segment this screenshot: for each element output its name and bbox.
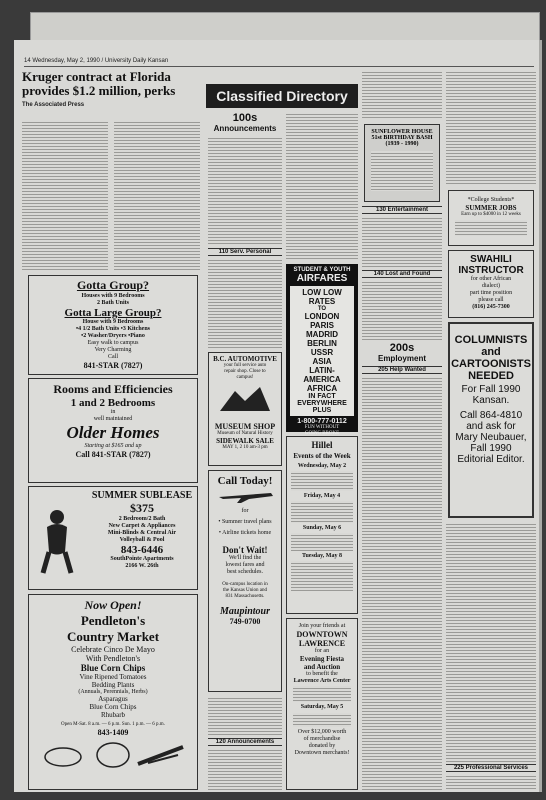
pendleton-line-7: Vine Ripened Tomatoes: [79, 673, 147, 681]
airfares-line-14: AFRICA: [306, 384, 338, 393]
gotta-group-line-6: Easy walk to campus: [87, 340, 139, 346]
pendleton-market-ad: [28, 594, 198, 790]
columnists-line-1: COLUMNISTS: [454, 334, 528, 346]
announcements-listings: [208, 136, 282, 246]
pendleton-line-11: Blue Corn Chips: [89, 703, 137, 711]
pendleton-line-6: Blue Corn Chips: [80, 663, 146, 673]
birthday-line-3: (1939 - 1990): [385, 141, 419, 147]
swahili-line-4: dialect): [482, 283, 500, 289]
summer-sublease-phone: 843-6446: [120, 544, 164, 556]
call-today-line-10: 831 Massachusetts.: [225, 594, 265, 599]
summer-sublease-line-5: SouthPointe Apartments: [110, 556, 174, 562]
announcements-listings-bottom: [208, 748, 282, 790]
gotta-group-line-2: 2 Bath Units: [96, 300, 129, 306]
pendleton-hours: Open M-Sat. 8 a.m. — 6 p.m. Sun. 1 p.m. — 6 p.m.: [61, 722, 165, 727]
call-today-title: Call Today!: [217, 475, 273, 487]
summer-sublease-price: $375: [130, 501, 154, 515]
older-homes-line-2: in: [110, 409, 116, 415]
article-byline: The Associated Press: [22, 102, 85, 108]
museum-bird-illustration-icon: [215, 383, 275, 417]
columnists-line-10: Fall 1990: [470, 443, 512, 454]
employment-section-number: 200s: [389, 342, 415, 354]
columnists-line-8: and ask for: [466, 421, 516, 432]
hillel-sunday-details: [291, 533, 353, 551]
summer-sublease-title: SUMMER SUBLEASE: [91, 490, 193, 501]
gotta-group-line-5: •2 Washer/Dryers •Piano: [81, 333, 145, 339]
swahili-line-5: part time position: [469, 290, 513, 296]
gotta-group-line-4: •4 1/2 Bath Units •3 Kitchens: [75, 326, 151, 332]
airfares-line-6: LONDON: [304, 312, 340, 321]
downtown-line-2: DOWNTOWN: [296, 630, 348, 639]
downtown-lawrence-fiesta-ad: [286, 618, 358, 790]
summer-sublease-line-1: 2 Bedroom/2 Bath: [118, 516, 166, 522]
airfares-line-8: MADRID: [306, 330, 338, 339]
swahili-line-7: (816) 245-7300: [472, 304, 510, 310]
classified-listings-column-c-top: [362, 70, 442, 120]
article-header: [22, 69, 176, 108]
employment-section-label: Employment: [377, 354, 426, 363]
columnists-line-5: For Fall 1990: [461, 384, 521, 395]
pendleton-line-5: With Pendleton's: [85, 654, 141, 663]
birthday-line-1: SUNFLOWER HOUSE: [371, 129, 433, 135]
airfares-line-5: TO: [317, 306, 327, 312]
call-today-line-2: • Summer travel plans: [218, 519, 272, 525]
airfares-line-19: GOING BROKE: [304, 431, 340, 436]
museum-sale-dates: MAY 1, 2 10 am-3 pm: [222, 445, 268, 450]
gotta-group-line-3: House with 9 Bedrooms: [82, 319, 144, 325]
airfares-line-11: ASIA: [312, 357, 332, 366]
airfares-line-15: IN FACT: [308, 393, 336, 400]
article-body-column-2: [114, 120, 200, 270]
airfares-line-4: RATES: [308, 297, 336, 306]
lost-found-listings: [362, 280, 442, 340]
airfares-line-10: USSR: [310, 348, 334, 357]
masthead: 14 Wednesday, May 2, 1990 / University Daily Kansan: [24, 58, 169, 64]
pendleton-line-1: Now Open!: [84, 598, 142, 612]
airfares-line-3: LOW LOW: [302, 288, 342, 297]
older-homes-line-4: Starting at $165 and up: [84, 443, 142, 449]
airfares-line-17: PLUS: [312, 407, 332, 414]
services-section-header: 110 Serv. Personal: [208, 248, 282, 256]
airplane-icon: [215, 487, 275, 503]
pendleton-phone: 843-1409: [97, 728, 129, 737]
museum-shop-subtitle: Museum of Natural History: [217, 431, 273, 436]
gotta-group-title: Gotta Group?: [76, 278, 150, 292]
downtown-line-5: Evening Fiesta: [299, 655, 345, 663]
pendleton-line-2: Pendleton's: [80, 613, 146, 628]
summer-sublease-line-2: New Carpet & Appliances: [108, 523, 176, 529]
entertainment-section-header: 130 Entertainment: [362, 206, 442, 214]
hillel-friday-details: [291, 501, 353, 523]
museum-shop-title: MUSEUM SHOP: [214, 422, 276, 431]
downtown-line-7: to benefit the: [306, 671, 338, 677]
article-headline: Kruger contract at Florida provides $1.2 million, perks: [22, 69, 176, 98]
gotta-group-phone: 841-STAR (7827): [83, 361, 143, 370]
hillel-line-3: Friday, May 4: [303, 493, 341, 499]
downtown-line-8: Lawrence Arts Center: [293, 678, 351, 684]
announcements-section-label: Announcements: [213, 124, 277, 133]
help-wanted-listings-column-d: [446, 522, 536, 762]
summer-jobs-line-2: SUMMER JOBS: [465, 204, 517, 212]
downtown-line-13: Downtown merchants!: [294, 750, 350, 756]
birthday-details: [371, 151, 433, 191]
downtown-time-details: [293, 713, 351, 727]
downtown-line-6: and Auction: [303, 663, 341, 671]
gotta-group-ad: [28, 275, 198, 375]
pendleton-line-8: Bedding Plants: [91, 681, 135, 689]
call-today-line-8: On-campus location in: [222, 582, 268, 587]
bc-automotive-ad: [208, 352, 282, 466]
hillel-events-ad: [286, 436, 358, 614]
pendleton-line-12: Rhubarb: [100, 711, 126, 719]
summer-jobs-ad: [448, 190, 534, 246]
swahili-instructor-ad: [448, 250, 534, 318]
help-wanted-listings: [362, 376, 442, 790]
summer-jobs-details: [455, 220, 527, 236]
bc-automotive-line-3: campus!: [236, 375, 254, 380]
student-airfares-ad: [286, 264, 358, 436]
older-homes-line-1: 1 and 2 Bedrooms: [70, 397, 156, 409]
older-homes-ad: [28, 378, 198, 483]
columnists-line-9: Mary Neubauer,: [455, 432, 527, 443]
lost-found-section-header: 140 Lost and Found: [362, 270, 442, 278]
downtown-line-9: Saturday, May 5: [300, 704, 344, 710]
airfares-destinations: [290, 286, 354, 416]
classified-listings-column-b: [286, 112, 358, 260]
downtown-line-3: LAWRENCE: [298, 639, 346, 648]
pendleton-line-4: Celebrate Cinco De Mayo: [71, 645, 155, 654]
airfares-line-16: EVERYWHERE: [297, 400, 347, 407]
columnists-line-3: CARTOONISTS: [451, 358, 531, 370]
call-today-line-9: the Kansas Union and: [222, 588, 268, 593]
maupintour-logo: Maupintour: [219, 606, 271, 617]
call-today-phone: 749-0700: [229, 617, 261, 626]
classified-listings-column-d: [446, 70, 536, 186]
bc-automotive-line-2: repair shop. Close to: [224, 369, 266, 374]
summer-jobs-line-1: *College Students*: [467, 197, 515, 203]
museum-sidewalk-sale: SIDEWALK SALE: [216, 437, 274, 445]
airfares-line-9: BERLIN: [307, 339, 337, 348]
professional-services-header: 225 Professional Services: [446, 764, 536, 772]
swahili-line-2: INSTRUCTOR: [458, 265, 524, 276]
downtown-line-12: donated by: [308, 743, 336, 749]
professional-services-listings: [446, 774, 536, 790]
call-today-line-1: for: [241, 508, 249, 514]
help-wanted-section-header: 205 Help Wanted: [362, 366, 442, 374]
entertainment-listings: [362, 216, 442, 268]
airfares-line-13: AMERICA: [303, 375, 341, 384]
hillel-line-4: Sunday, May 6: [302, 525, 342, 531]
summer-sublease-ad: [28, 486, 198, 590]
announcements-listings-lower: [208, 696, 282, 736]
downtown-line-4: for an: [314, 648, 330, 654]
downtown-line-10: Over $12,000 worth: [297, 729, 347, 735]
call-today-line-6: lowest fares and: [225, 562, 265, 568]
hillel-line-2: Wednesday, May 2: [297, 463, 347, 469]
birthday-line-2: 51st BIRTHDAY BASH: [371, 135, 433, 141]
airfares-line-2: AIRFARES: [296, 273, 348, 284]
columnists-line-6: Kansan.: [472, 395, 510, 406]
columnists-line-2: and: [481, 346, 501, 358]
bc-automotive-title: B.C. AUTOMOTIVE: [213, 355, 277, 363]
summer-jobs-line-3: Earn up to $4000 in 12 weeks: [461, 212, 521, 217]
vegetables-illustration-icon: [38, 739, 188, 769]
announcements-lower-header: 120 Announcements: [208, 738, 282, 746]
airfares-line-1: STUDENT & YOUTH: [293, 267, 351, 273]
gotta-group-line-8: Call: [108, 354, 118, 360]
airfares-phone: 1-800-777-0112: [297, 418, 347, 425]
airfares-line-18: FUN WITHOUT: [304, 425, 340, 430]
downtown-location-details: [293, 686, 351, 702]
services-listings: [208, 258, 282, 348]
sunflower-house-birthday-ad: [364, 124, 440, 202]
columnists-line-11: Editorial Editor.: [457, 454, 525, 465]
airfares-line-12: LATIN-: [309, 366, 335, 375]
announcements-section-number: 100s: [232, 112, 258, 124]
swahili-line-6: please call: [478, 297, 504, 303]
call-today-line-7: best schedules.: [227, 569, 263, 575]
downtown-line-1: Join your friends at: [298, 623, 346, 629]
swahili-line-3: for other African: [470, 276, 512, 282]
article-body-column-1: [22, 120, 108, 270]
older-homes-title-2: Older Homes: [66, 423, 160, 442]
summer-sublease-line-3: Mini-Blinds & Central Air: [107, 530, 177, 536]
swahili-line-1: SWAHILI: [470, 254, 512, 265]
columnists-line-7: Call 864-4810: [459, 410, 523, 421]
summer-sublease-line-4: Volleyball & Pool: [119, 537, 165, 543]
downtown-line-11: of merchandise: [303, 736, 341, 742]
sunbather-illustration-icon: [35, 507, 79, 577]
summer-sublease-line-6: 2166 W. 26th: [125, 563, 159, 569]
older-homes-title-1: Rooms and Efficiencies: [53, 382, 173, 396]
older-homes-line-3: well maintained: [93, 416, 133, 422]
newspaper-page: [14, 40, 542, 792]
hillel-tuesday-details: [291, 561, 353, 591]
hillel-line-5: Tuesday, May 8: [302, 553, 342, 559]
columnists-line-4: NEEDED: [468, 370, 514, 382]
pendleton-line-10: Asparagus: [98, 695, 128, 703]
masthead-rule: [24, 66, 534, 67]
hillel-title: Hillel: [311, 440, 333, 450]
bc-automotive-line-1: your full service auto: [223, 363, 267, 368]
columnists-needed-ad: [448, 322, 534, 518]
gotta-large-group-title: Gotta Large Group?: [64, 307, 162, 319]
hillel-line-1: Events of the Week: [293, 452, 351, 460]
gotta-group-line-1: Houses with 9 Bedrooms: [81, 293, 145, 299]
call-today-line-3: • Airline tickets home: [218, 530, 272, 536]
call-today-travel-ad: [208, 470, 282, 692]
gotta-group-line-7: Very Charming: [94, 347, 132, 353]
classified-directory-header: Classified Directory: [206, 84, 358, 108]
pendleton-line-9: (Annuals, Perennials, Herbs): [78, 689, 148, 695]
call-today-line-4: Don't Wait!: [222, 545, 268, 555]
airfares-line-7: PARIS: [310, 321, 334, 330]
hillel-wednesday-details: [291, 471, 353, 491]
call-today-line-5: We'll find the: [228, 555, 262, 561]
older-homes-phone: Call 841-STAR (7827): [75, 450, 151, 459]
pendleton-line-3: Country Market: [66, 629, 160, 644]
